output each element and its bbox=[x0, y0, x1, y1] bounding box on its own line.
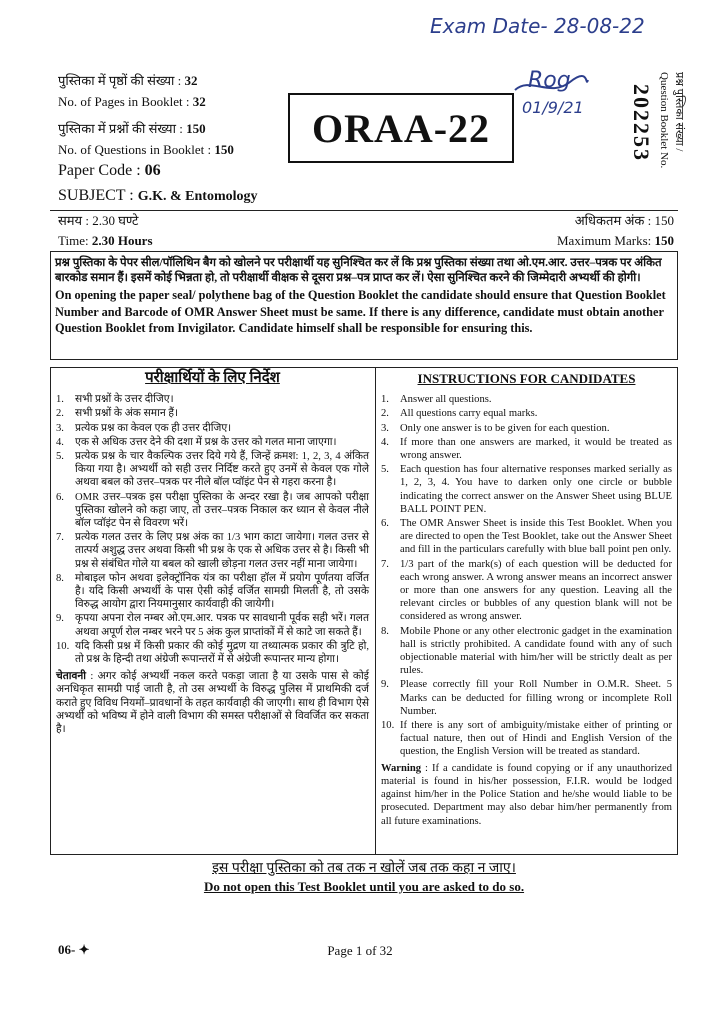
instruction-number: 2. bbox=[56, 408, 64, 420]
handwritten-initials: Rog bbox=[528, 68, 571, 93]
time-hi: समय : 2.30 घण्टे bbox=[58, 213, 139, 228]
instruction-text: एक से अधिक उत्तर देने की दशा में प्रश्न के उत्तर को गलत माना जाएगा। bbox=[75, 436, 337, 448]
notice-hindi: प्रश्न पुस्तिका के पेपर सील/पॉलिथिन बैग को खोलने पर परीक्षार्थी यह सुनिश्चित कर लें कि प्रश्न पुस्तिका संख्या तथा ओ.एम.आर. उत्तर–पत्रक पर अंकित बारकोड समान हैं। इसमें कोई भिन्नता हो, तो परीक्षार्थी वीक्षक से दूसरा प्रश्न–पत्र प्राप्त कर लें। ऐसा सुनिश्चित करने की जिम्मेदारी अभ्यर्थी की होगी। bbox=[55, 256, 662, 285]
instruction-item bbox=[381, 719, 672, 759]
instruction-item bbox=[56, 531, 369, 571]
warning-english: Warning : If a candidate is found copying or if any unauthorized material is found in his/her possession, F.I.R. would be lodged against him/her in the Police Station and he/she would liable to be prosecuted. Department may also debar him/her permanently from all future examinations. bbox=[381, 762, 672, 827]
footer-hindi: इस परीक्षा पुस्तिका को तब तक न खोलें जब तक कहा न जाए। bbox=[212, 861, 516, 876]
instruction-text: सभी प्रश्नों के अंक समान हैं। bbox=[75, 408, 178, 420]
instruction-item bbox=[381, 558, 672, 624]
instruction-number: 1. bbox=[381, 394, 389, 406]
instruction-item bbox=[381, 678, 672, 718]
questions-hi: पुस्तिका में प्रश्नों की संख्या : 150 bbox=[58, 121, 206, 136]
instruction-number: 1. bbox=[56, 394, 64, 406]
questions-en: No. of Questions in Booklet : 150 bbox=[58, 142, 234, 157]
time-en: Time: 2.30 Hours bbox=[58, 233, 153, 248]
instruction-number: 6. bbox=[56, 491, 64, 503]
booklet-no-en-label: Question Booklet No. bbox=[658, 72, 670, 169]
notice-english: On opening the paper seal/ polythene bag of the Question Booklet the candidate should ensure that Question Booklet Number and Barcode of OMR Answer Sheet must be same. If there is any difference, candidate must obtain another Question Booklet from Invigilator. Candidate himself shall be responsible for ensuring this. bbox=[55, 288, 666, 336]
instruction-item bbox=[381, 436, 672, 462]
instruction-item bbox=[56, 407, 369, 420]
instruction-item bbox=[56, 572, 369, 612]
instruction-number: 7. bbox=[56, 532, 64, 544]
instruction-text: Answer all questions. bbox=[400, 394, 492, 406]
footer-paper-code: 06- ✦ bbox=[58, 942, 90, 957]
notice-box bbox=[50, 251, 678, 360]
footer-english: Do not open this Test Booklet until you are asked to do so. bbox=[203, 879, 525, 894]
instructions-english-heading: INSTRUCTIONS FOR CANDIDATES bbox=[417, 371, 636, 386]
instruction-item bbox=[56, 491, 369, 531]
instruction-text: मोबाइल फोन अथवा इलेक्ट्रॉनिक यंत्र का परीक्षा हॉल में प्रयोग पूर्णतया वर्जित है। यदि किसी अभ्यर्थी के पास ऐसी कोई वर्जित सामग्री मिलती है, तो उसके विरुद्ध आयोग द्वारा नियमानुसार कार्यवाही की जायेगी। bbox=[75, 572, 369, 611]
instruction-number: 2. bbox=[381, 408, 389, 420]
instruction-number: 5. bbox=[56, 451, 64, 463]
booklet-code: ORAA-22 bbox=[288, 93, 514, 163]
instruction-item bbox=[56, 450, 369, 490]
instruction-text: प्रत्येक प्रश्न के चार वैकल्पिक उत्तर दिये गये हैं, जिन्हें क्रमश: 1, 2, 3, 4 अंकित किया गया है। अभ्यर्थी को सही उत्तर निर्दिष्ट करते हुए उनमें से केवल एक गोले अथवा बबल को उत्तर–पत्रक पर नीले बॉल प्वॉइंट पेन से गहरा करना है। bbox=[75, 451, 369, 489]
instructions-hindi-list bbox=[56, 393, 369, 666]
instruction-item bbox=[56, 422, 369, 435]
instruction-text: Mobile Phone or any other electronic gadget in the examination hall is strictly prohibited. A candidate found with any of such objectionable material with him/her will be strictly dealt as per rules. bbox=[400, 625, 672, 677]
instruction-text: The OMR Answer Sheet is inside this Test Booklet. When you are directed to open the Test Booklet, take out the Answer Sheet and fill in the particulars carefully with blue ball point pen only. bbox=[400, 518, 672, 556]
subject: SUBJECT : G.K. & Entomology bbox=[58, 187, 258, 204]
marks-hi: अधिकतम अंक : 150 bbox=[574, 213, 674, 228]
instruction-number: 5. bbox=[381, 464, 389, 476]
instruction-number: 10. bbox=[56, 640, 70, 652]
instruction-text: If more than one answers are marked, it would be treated as wrong answer. bbox=[400, 436, 672, 462]
instruction-item bbox=[381, 625, 672, 678]
instruction-text: All questions carry equal marks. bbox=[400, 408, 538, 420]
instruction-text: सभी प्रश्नों के उत्तर दीजिए। bbox=[75, 394, 174, 406]
instruction-item bbox=[381, 422, 672, 435]
instruction-number: 9. bbox=[381, 679, 389, 691]
instruction-item bbox=[381, 393, 672, 406]
instruction-text: प्रत्येक गलत उत्तर के लिए प्रश्न अंक का 1/3 भाग काटा जायेगा। गलत उत्तर से तात्पर्य अशुद्ध उत्तर अथवा किसी भी प्रश्न के एक से अधिक उत्तर से है। किसी भी प्रश्न से संबंधित गोले या बबल को खाली छोड़ना गलत उत्तर नहीं माना जायेगा। bbox=[75, 532, 369, 570]
instruction-number: 3. bbox=[381, 422, 389, 434]
warning-hindi: चेतावनी : अगर कोई अभ्यर्थी नकल करते पकड़ा जाता है या उसके पास से कोई अनधिकृत सामग्री पाई जाती है, तो उस अभ्यर्थी के विरुद्ध पुलिस में प्राथमिकी दर्ज कराते हुए विविध नियमों–प्रावधानों के तहत कार्यवाही की जाएगी। साथ ही विभाग ऐसे अभ्यर्थी को भविष्य में होने वाली विभाग की समस्त परीक्षाओं से विवर्जित कर सकता है। bbox=[56, 671, 369, 736]
instruction-number: 10. bbox=[381, 720, 395, 732]
instruction-text: 1/3 part of the mark(s) of each question will be deducted for each wrong answer. A wrong answer means an incorrect answer or more than one answers for any question. Leaving all the relevant circles or bubbles of any question blank will not be considered as wrong answer. bbox=[400, 558, 672, 623]
instructions-hindi bbox=[56, 372, 369, 736]
instructions-english-list bbox=[381, 393, 672, 758]
instruction-item bbox=[381, 407, 672, 420]
instruction-text: Only one answer is to be given for each question. bbox=[400, 422, 610, 434]
instruction-number: 9. bbox=[56, 613, 64, 625]
column-divider bbox=[375, 367, 376, 855]
instruction-item bbox=[381, 517, 672, 557]
instruction-text: यदि किसी प्रश्न में किसी प्रकार की कोई मुद्रण या तथ्यात्मक प्रकार की त्रुटि हो, तो प्रश्न के हिन्दी तथा अंग्रेजी रूपान्तरों में से अंग्रेजी रूपान्तर मान्य होगा। bbox=[75, 640, 369, 666]
paper-code: Paper Code : 06 bbox=[58, 162, 161, 179]
handwritten-sign-date: 01/9/21 bbox=[522, 98, 584, 117]
instruction-item bbox=[56, 436, 369, 449]
instructions-hindi-heading: परीक्षार्थियों के लिए निर्देश bbox=[145, 370, 280, 386]
pages-en: No. of Pages in Booklet : 32 bbox=[58, 94, 206, 109]
instruction-number: 8. bbox=[381, 625, 389, 637]
instructions-english bbox=[381, 372, 672, 828]
instruction-item bbox=[56, 640, 369, 666]
cross-mark-icon: ✦ bbox=[78, 942, 90, 957]
header-rule-top bbox=[50, 210, 678, 211]
instruction-item bbox=[56, 393, 369, 406]
instruction-item bbox=[381, 463, 672, 516]
booklet-no-hi-label: प्रश्न पुस्तिका संख्या / bbox=[673, 72, 685, 152]
instruction-text: If there is any sort of ambiguity/mistake either of printing or factual nature, then out of Hindi and English Version of the question, the English Version will be treated as standard. bbox=[400, 720, 672, 758]
instruction-number: 7. bbox=[381, 558, 389, 570]
signature-scribble bbox=[510, 68, 590, 108]
instruction-number: 6. bbox=[381, 518, 389, 530]
handwritten-exam-date: Exam Date- 28-08-22 bbox=[430, 14, 645, 38]
instruction-text: कृपया अपना रोल नम्बर ओ.एम.आर. पत्रक पर सावधानी पूर्वक सही भरें। गलत अथवा अपूर्ण रोल नम्बर भरने पर 5 अंक कुल प्राप्तांकों में से काटे जा सकते हैं। bbox=[75, 613, 369, 638]
instruction-number: 8. bbox=[56, 572, 64, 584]
marks-en: Maximum Marks: 150 bbox=[557, 233, 674, 248]
instruction-text: Please correctly fill your Roll Number in O.M.R. Sheet. 5 Marks can be deducted for filling wrong or incomplete Roll Number. bbox=[400, 679, 672, 717]
instruction-number: 4. bbox=[381, 436, 389, 448]
instruction-number: 3. bbox=[56, 422, 64, 434]
instruction-text: प्रत्येक प्रश्न का केवल एक ही उत्तर दीजिए। bbox=[75, 422, 232, 434]
instruction-item bbox=[56, 612, 369, 638]
instruction-text: OMR उत्तर–पत्रक इस परीक्षा पुस्तिका के अन्दर रखा है। जब आपको परीक्षा पुस्तिका खोलने को कहा जाए, तो उत्तर–पत्रक निकाल कर ध्यान से केवल नीले बॉल प्वॉइंट पेन से विवरण भरें। bbox=[75, 491, 369, 530]
booklet-number: 202253 bbox=[629, 84, 654, 162]
instruction-text: Each question has four alternative responses marked serially as 1, 2, 3, 4. You have to darken only one circle or bubble indicating the correct answer on the Answer Sheet using BLUE BALL POINT PEN. bbox=[400, 464, 672, 515]
pages-hi: पुस्तिका में पृष्ठों की संख्या : 32 bbox=[58, 73, 198, 88]
instruction-number: 4. bbox=[56, 436, 64, 448]
page-number: Page 1 of 32 bbox=[327, 943, 393, 958]
